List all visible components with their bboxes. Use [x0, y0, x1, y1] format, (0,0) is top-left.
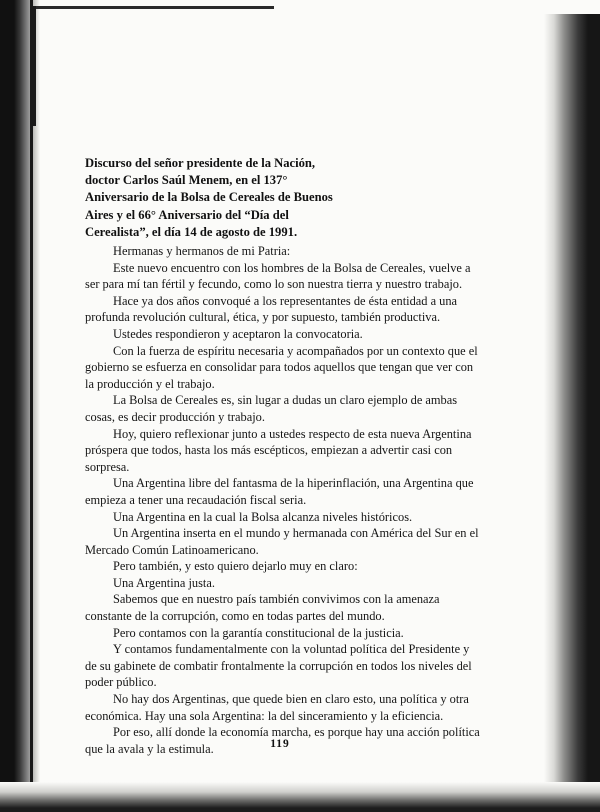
paragraph: Pero contamos con la garantía constitucional de la justicia.	[113, 625, 404, 640]
speech-body	[85, 243, 480, 757]
paragraph: No hay dos Argentinas, que quede bien en claro esto, una política y otra económica. Hay una sola Argentina: la del sinceramiento y la eficiencia.	[85, 692, 469, 723]
paragraph: Hoy, quiero reflexionar junto a ustedes respecto de esta nueva Argentina próspera que todos, hasta los más escépticos, empiezan a advertir casi con sorpresa.	[85, 426, 472, 474]
paragraph: Sabemos que en nuestro país también convivimos con la amenaza constante de la corrupción, como en todas partes del mundo.	[85, 592, 440, 624]
bottom-page-edge-shadow	[0, 782, 600, 812]
paragraph: Hermanas y hermanos de mi Patria:	[113, 244, 291, 258]
paragraph: Una Argentina en la cual la Bolsa alcanza niveles históricos.	[113, 509, 413, 524]
top-left-mark	[32, 6, 36, 126]
paragraph: Por eso, allí donde la economía marcha, es porque hay una acción política que la avala y la estimula.	[85, 725, 480, 756]
paragraph: Ustedes respondieron y aceptaron la convocatoria.	[113, 326, 363, 341]
paragraph: Y contamos fundamentalmente con la voluntad política del Presidente y de su gabinete de combatir frontalmente la corrupción en todos los niveles del poder público.	[85, 642, 472, 690]
paragraph: Con la fuerza de espíritu necesaria y acompañados por un contexto que el gobierno se esfuerza en consolidar para todos aquellos que tengan que ver con la producción y el trabajo.	[85, 343, 478, 391]
paragraph: Un Argentina inserta en el mundo y hermanada con América del Sur en el Mercado Común Latinoamericano.	[85, 526, 479, 557]
right-page-edge-shadow	[544, 14, 600, 812]
paragraph: Una Argentina libre del fantasma de la hiperinflación, una Argentina que empieza a tener una recaudación fiscal seria.	[85, 476, 474, 507]
paragraph: Este nuevo encuentro con los hombres de la Bolsa de Cereales, vuelve a ser para mí tan fértil y fecundo, como lo son nuestra tierra y nuestro trabajo.	[85, 260, 471, 292]
paragraph: Hace ya dos años convoqué a los representantes de ésta entidad a una profunda revolución cultural, ética, y por supuesto, también productiva.	[85, 293, 458, 325]
paragraph: Una Argentina justa.	[113, 575, 215, 590]
paragraph: Pero también, y esto quiero dejarlo muy en claro:	[113, 559, 358, 574]
page-number: 119	[270, 738, 290, 750]
top-edge-rule	[34, 6, 274, 9]
speech-title: Discurso del señor presidente de la Nación, doctor Carlos Saúl Menem, en el 137° Aniversario de la Bolsa de Cereales de Buenos Aires y el 66° Aniversario del “Día del Cerealista”, el día 14 de agosto de 1991.	[85, 156, 333, 239]
paragraph: La Bolsa de Cereales es, sin lugar a dudas un claro ejemplo de ambas cosas, es decir producción y trabajo.	[85, 393, 458, 424]
